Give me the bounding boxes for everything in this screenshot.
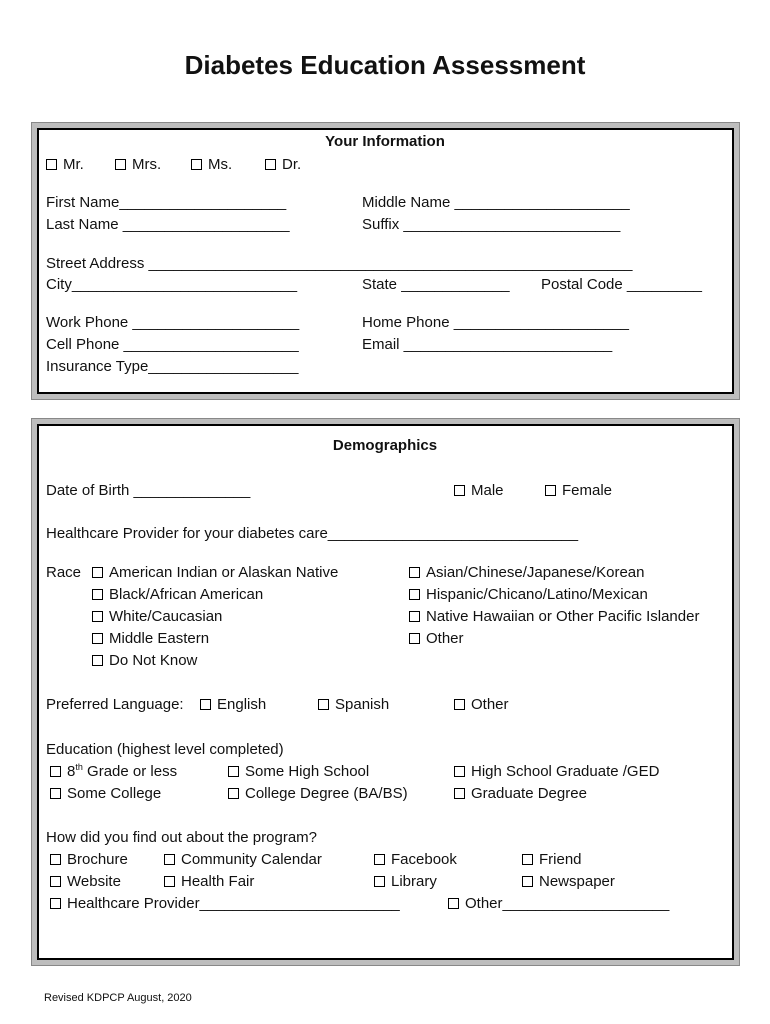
checkbox[interactable] xyxy=(164,854,175,865)
race-option[interactable]: American Indian or Alaskan Native xyxy=(92,565,338,580)
checkbox[interactable] xyxy=(409,633,420,644)
checkbox[interactable] xyxy=(50,876,61,887)
checkbox[interactable] xyxy=(164,876,175,887)
checkbox[interactable] xyxy=(374,876,385,887)
checkbox[interactable] xyxy=(454,766,465,777)
checkbox[interactable] xyxy=(409,611,420,622)
section-heading: Demographics xyxy=(332,437,438,454)
find-option-other[interactable]: Other____________________ xyxy=(448,896,669,911)
language-option-other[interactable]: Other xyxy=(454,697,509,712)
checkbox[interactable] xyxy=(265,159,276,170)
gender-female-option[interactable]: Female xyxy=(545,483,612,498)
email-field[interactable]: Email _________________________ xyxy=(362,336,613,353)
first-name-field[interactable]: First Name____________________ xyxy=(46,194,287,211)
honorific-mr[interactable]: Mr. xyxy=(46,157,84,172)
race-label: Race xyxy=(46,564,82,581)
checkbox[interactable] xyxy=(454,788,465,799)
find-option[interactable]: Friend xyxy=(522,852,582,867)
checkbox[interactable] xyxy=(374,854,385,865)
checkbox[interactable] xyxy=(50,854,61,865)
home-phone-field[interactable]: Home Phone _____________________ xyxy=(362,314,629,331)
preferred-language-label: Preferred Language: xyxy=(46,696,184,713)
race-option[interactable]: White/Caucasian xyxy=(92,609,222,624)
education-option[interactable]: High School Graduate /GED xyxy=(454,764,659,779)
checkbox[interactable] xyxy=(545,485,556,496)
postal-code-field[interactable]: Postal Code _________ xyxy=(541,276,702,293)
checkbox[interactable] xyxy=(92,655,103,666)
find-option[interactable]: Community Calendar xyxy=(164,852,322,867)
insurance-type-field[interactable]: Insurance Type__________________ xyxy=(46,358,299,375)
section-heading: Your Information xyxy=(325,133,445,150)
education-option[interactable]: 8th Grade or less xyxy=(50,764,177,779)
honorific-ms[interactable]: Ms. xyxy=(191,157,232,172)
education-option[interactable]: Graduate Degree xyxy=(454,786,587,801)
checkbox[interactable] xyxy=(228,788,239,799)
find-option[interactable]: Facebook xyxy=(374,852,457,867)
checkbox[interactable] xyxy=(92,633,103,644)
race-option[interactable]: Native Hawaiian or Other Pacific Islander xyxy=(409,609,699,624)
checkbox[interactable] xyxy=(92,567,103,578)
suffix-field[interactable]: Suffix __________________________ xyxy=(362,216,621,233)
checkbox[interactable] xyxy=(92,611,103,622)
date-of-birth-field[interactable]: Date of Birth ______________ xyxy=(46,482,251,499)
checkbox[interactable] xyxy=(318,699,329,710)
find-program-label: How did you find out about the program? xyxy=(46,829,318,846)
race-option[interactable]: Hispanic/Chicano/Latino/Mexican xyxy=(409,587,648,602)
find-option[interactable]: Newspaper xyxy=(522,874,615,889)
work-phone-field[interactable]: Work Phone ____________________ xyxy=(46,314,300,331)
page-title: Diabetes Education Assessment xyxy=(184,50,586,80)
find-option[interactable]: Health Fair xyxy=(164,874,254,889)
honorific-mrs[interactable]: Mrs. xyxy=(115,157,161,172)
checkbox[interactable] xyxy=(454,699,465,710)
language-option-english[interactable]: English xyxy=(200,697,266,712)
checkbox[interactable] xyxy=(50,788,61,799)
race-option[interactable]: Do Not Know xyxy=(92,653,197,668)
checkbox[interactable] xyxy=(409,567,420,578)
race-option[interactable]: Other xyxy=(409,631,464,646)
healthcare-provider-field[interactable]: Healthcare Provider for your diabetes care______________________________ xyxy=(46,525,579,542)
find-option[interactable]: Website xyxy=(50,874,121,889)
middle-name-field[interactable]: Middle Name _____________________ xyxy=(362,194,630,211)
checkbox[interactable] xyxy=(50,766,61,777)
city-field[interactable]: City___________________________ xyxy=(46,276,298,293)
checkbox[interactable] xyxy=(409,589,420,600)
education-label: Education (highest level completed) xyxy=(46,741,284,758)
checkbox[interactable] xyxy=(200,699,211,710)
checkbox[interactable] xyxy=(92,589,103,600)
education-option[interactable]: College Degree (BA/BS) xyxy=(228,786,408,801)
race-option[interactable]: Black/African American xyxy=(92,587,263,602)
education-option[interactable]: Some High School xyxy=(228,764,369,779)
state-field[interactable]: State _____________ xyxy=(362,276,510,293)
checkbox[interactable] xyxy=(50,898,61,909)
education-option[interactable]: Some College xyxy=(50,786,161,801)
checkbox[interactable] xyxy=(228,766,239,777)
checkbox[interactable] xyxy=(448,898,459,909)
find-option[interactable]: Library xyxy=(374,874,437,889)
street-address-field[interactable]: Street Address __________________________________________________________ xyxy=(46,255,633,272)
checkbox[interactable] xyxy=(46,159,57,170)
last-name-field[interactable]: Last Name ____________________ xyxy=(46,216,290,233)
race-option[interactable]: Asian/Chinese/Japanese/Korean xyxy=(409,565,644,580)
checkbox[interactable] xyxy=(522,876,533,887)
cell-phone-field[interactable]: Cell Phone _____________________ xyxy=(46,336,299,353)
language-option-spanish[interactable]: Spanish xyxy=(318,697,389,712)
find-option[interactable]: Brochure xyxy=(50,852,128,867)
honorific-dr[interactable]: Dr. xyxy=(265,157,301,172)
revision-footer: Revised KDPCP August, 2020 xyxy=(44,992,192,1004)
checkbox[interactable] xyxy=(522,854,533,865)
gender-male-option[interactable]: Male xyxy=(454,483,504,498)
race-option[interactable]: Middle Eastern xyxy=(92,631,209,646)
find-option-healthcare-provider[interactable]: Healthcare Provider________________________ xyxy=(50,896,400,911)
checkbox[interactable] xyxy=(115,159,126,170)
checkbox[interactable] xyxy=(191,159,202,170)
checkbox[interactable] xyxy=(454,485,465,496)
